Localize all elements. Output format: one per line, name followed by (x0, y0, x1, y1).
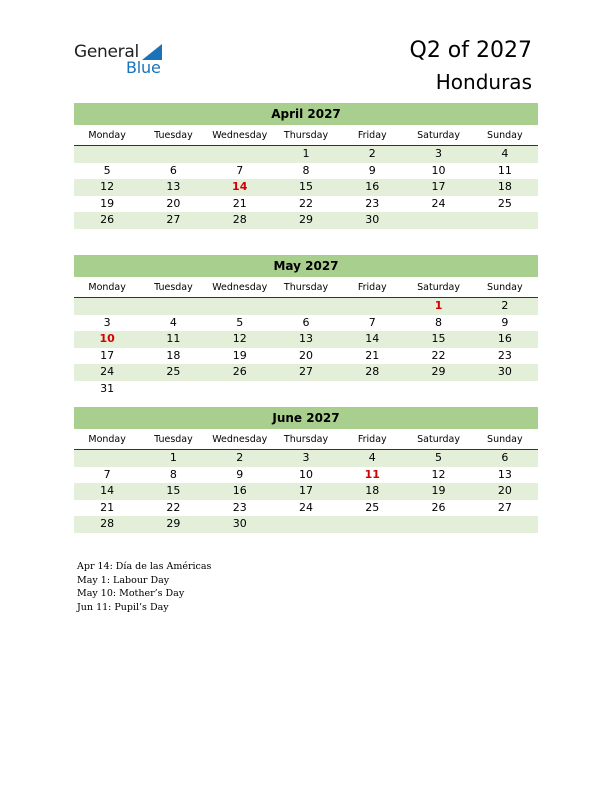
day-cell: 4 (368, 451, 376, 464)
day-cell (339, 298, 405, 315)
day-cell: 21 (365, 348, 380, 362)
weekday-label: Tuesday (154, 434, 193, 445)
holiday-note: May 1: Labour Day (77, 574, 170, 586)
day-cell: 5 (103, 163, 111, 177)
day-cell: 20 (298, 348, 313, 362)
day-cell: 7 (236, 163, 244, 177)
month-calendar-june (74, 407, 538, 533)
day-cell: 20 (166, 196, 181, 210)
day-cell: 5 (236, 315, 244, 329)
day-cell (273, 298, 339, 315)
week-row (74, 381, 538, 398)
day-cell: 25 (497, 196, 512, 210)
week-row (74, 146, 538, 163)
day-cell: 2 (368, 147, 376, 160)
day-cell: 25 (365, 500, 380, 514)
holiday-day-cell: 1 (434, 299, 443, 312)
weekday-label: Saturday (417, 130, 460, 141)
day-cell: 23 (365, 196, 380, 210)
logo-blue-text: Blue (126, 58, 161, 77)
day-cell (273, 516, 339, 533)
day-cell: 8 (169, 467, 177, 481)
day-cell (405, 516, 471, 533)
day-cell: 9 (236, 467, 244, 481)
day-cell: 17 (431, 180, 446, 193)
weekday-label: Monday (88, 434, 126, 445)
weekday-label: Sunday (487, 434, 523, 445)
day-cell: 10 (431, 163, 446, 177)
holiday-note: Apr 14: Día de las Américas (77, 561, 212, 572)
country-name: Honduras (435, 70, 532, 94)
day-cell (207, 298, 273, 315)
week-row (74, 467, 538, 484)
day-cell: 19 (431, 484, 446, 497)
month-title: May 2027 (74, 255, 538, 277)
day-cell: 23 (497, 348, 512, 362)
day-cell: 27 (298, 365, 313, 378)
week-row (74, 500, 538, 517)
day-cell: 22 (431, 348, 446, 362)
day-cell: 30 (497, 365, 512, 378)
day-cell (74, 450, 140, 467)
day-cell: 18 (365, 484, 380, 497)
day-cell: 15 (166, 484, 181, 497)
day-cell: 8 (302, 163, 310, 177)
day-cell (207, 146, 273, 163)
month-title: June 2027 (74, 407, 538, 429)
weekday-header-row (74, 127, 538, 146)
day-cell: 24 (100, 365, 115, 378)
day-cell: 24 (431, 196, 446, 210)
day-cell (472, 516, 538, 533)
day-cell (405, 212, 471, 229)
day-cell (405, 381, 471, 398)
weekday-label: Wednesday (212, 282, 268, 293)
day-cell: 17 (298, 484, 313, 497)
day-cell: 18 (497, 180, 512, 193)
day-cell (207, 381, 273, 398)
weekday-label: Sunday (487, 282, 523, 293)
day-cell: 21 (232, 196, 247, 210)
day-cell: 6 (302, 315, 310, 329)
week-row (74, 298, 538, 315)
day-cell: 22 (298, 196, 313, 210)
day-cell: 12 (232, 332, 247, 345)
weekday-label: Thursday (283, 130, 329, 141)
day-cell: 5 (435, 451, 443, 464)
day-cell: 13 (166, 180, 181, 193)
day-cell (140, 381, 206, 398)
day-cell: 6 (169, 163, 177, 177)
day-cell: 6 (501, 451, 509, 464)
day-cell (339, 381, 405, 398)
day-cell: 15 (298, 180, 313, 193)
day-cell: 26 (431, 500, 446, 514)
day-cell: 11 (497, 163, 512, 177)
day-cell: 7 (103, 467, 111, 481)
day-cell: 30 (232, 517, 247, 530)
day-cell: 28 (232, 213, 247, 226)
day-cell (140, 298, 206, 315)
day-cell (74, 146, 140, 163)
day-cell: 1 (302, 147, 310, 160)
weekday-label: Wednesday (212, 434, 268, 445)
day-cell: 19 (232, 348, 247, 362)
week-row (74, 179, 538, 196)
logo (74, 42, 174, 76)
weekday-label: Friday (357, 434, 387, 445)
day-cell (339, 516, 405, 533)
weekday-label: Wednesday (212, 130, 268, 141)
day-cell: 12 (431, 467, 446, 481)
day-cell: 3 (302, 451, 310, 464)
day-cell: 17 (100, 348, 115, 362)
day-cell: 4 (501, 147, 509, 160)
day-cell: 27 (166, 213, 181, 226)
day-cell: 21 (100, 500, 115, 514)
month-calendar-april (74, 103, 538, 229)
weekday-label: Thursday (283, 434, 329, 445)
holiday-note: May 10: Mother’s Day (77, 588, 185, 599)
day-cell: 7 (368, 315, 376, 329)
day-cell: 25 (166, 365, 181, 378)
day-cell (273, 381, 339, 398)
day-cell: 9 (501, 315, 509, 329)
day-cell: 15 (431, 332, 446, 345)
day-cell: 8 (435, 315, 443, 329)
day-cell: 4 (169, 315, 177, 329)
day-cell: 18 (166, 348, 181, 362)
weekday-label: Friday (357, 282, 387, 293)
day-cell: 16 (497, 332, 512, 345)
day-cell: 10 (298, 467, 313, 481)
day-cell: 12 (100, 180, 115, 193)
week-row (74, 348, 538, 365)
week-row (74, 163, 538, 180)
day-cell: 9 (368, 163, 376, 177)
weekday-label: Saturday (417, 282, 460, 293)
day-cell: 14 (365, 332, 380, 345)
day-cell (140, 146, 206, 163)
week-row (74, 483, 538, 500)
holiday-day-cell: 10 (99, 332, 115, 345)
day-cell: 26 (100, 213, 115, 226)
weekday-header-row (74, 279, 538, 298)
weekday-label: Monday (88, 282, 126, 293)
weekday-label: Friday (357, 130, 387, 141)
weekday-header-row (74, 431, 538, 450)
day-cell: 11 (166, 332, 181, 345)
logo-general-text: General (74, 42, 139, 62)
day-cell: 29 (166, 517, 181, 530)
day-cell: 31 (100, 381, 115, 395)
day-cell: 13 (497, 467, 512, 481)
day-cell: 14 (100, 484, 115, 497)
day-cell: 30 (365, 213, 380, 226)
weekday-label: Thursday (283, 282, 329, 293)
holiday-day-cell: 11 (364, 467, 380, 481)
day-cell: 2 (501, 299, 509, 312)
day-cell (74, 298, 140, 315)
day-cell: 16 (365, 180, 380, 193)
day-cell: 24 (298, 500, 313, 514)
day-cell: 27 (497, 500, 512, 514)
day-cell: 3 (435, 147, 443, 160)
weekday-label: Tuesday (154, 130, 193, 141)
day-cell: 29 (431, 365, 446, 378)
day-cell: 28 (365, 365, 380, 378)
day-cell: 16 (232, 484, 247, 497)
holiday-note: Jun 11: Pupil’s Day (77, 601, 169, 613)
day-cell: 20 (497, 484, 512, 497)
holiday-day-cell: 14 (232, 180, 248, 193)
month-title: April 2027 (74, 103, 538, 125)
day-cell: 29 (298, 213, 313, 226)
day-cell: 28 (100, 517, 115, 530)
month-calendar-may (74, 255, 538, 397)
week-row (74, 212, 538, 229)
day-cell: 22 (166, 500, 181, 514)
week-row (74, 450, 538, 467)
week-row (74, 364, 538, 381)
weekday-label: Tuesday (154, 282, 193, 293)
week-row (74, 196, 538, 213)
weekday-label: Saturday (417, 434, 460, 445)
weekday-label: Sunday (487, 130, 523, 141)
day-cell: 13 (298, 332, 313, 345)
day-cell (472, 212, 538, 229)
week-row (74, 331, 538, 348)
weekday-label: Monday (88, 130, 126, 141)
week-row (74, 516, 538, 533)
day-cell: 26 (232, 365, 247, 378)
day-cell: 2 (236, 451, 244, 464)
day-cell: 19 (100, 196, 115, 210)
day-cell: 23 (232, 500, 247, 514)
day-cell: 1 (169, 451, 177, 464)
day-cell (472, 381, 538, 398)
page-title: Q2 of 2027 (409, 38, 532, 63)
day-cell: 3 (103, 315, 111, 329)
holiday-notes (77, 560, 211, 614)
week-row (74, 315, 538, 332)
